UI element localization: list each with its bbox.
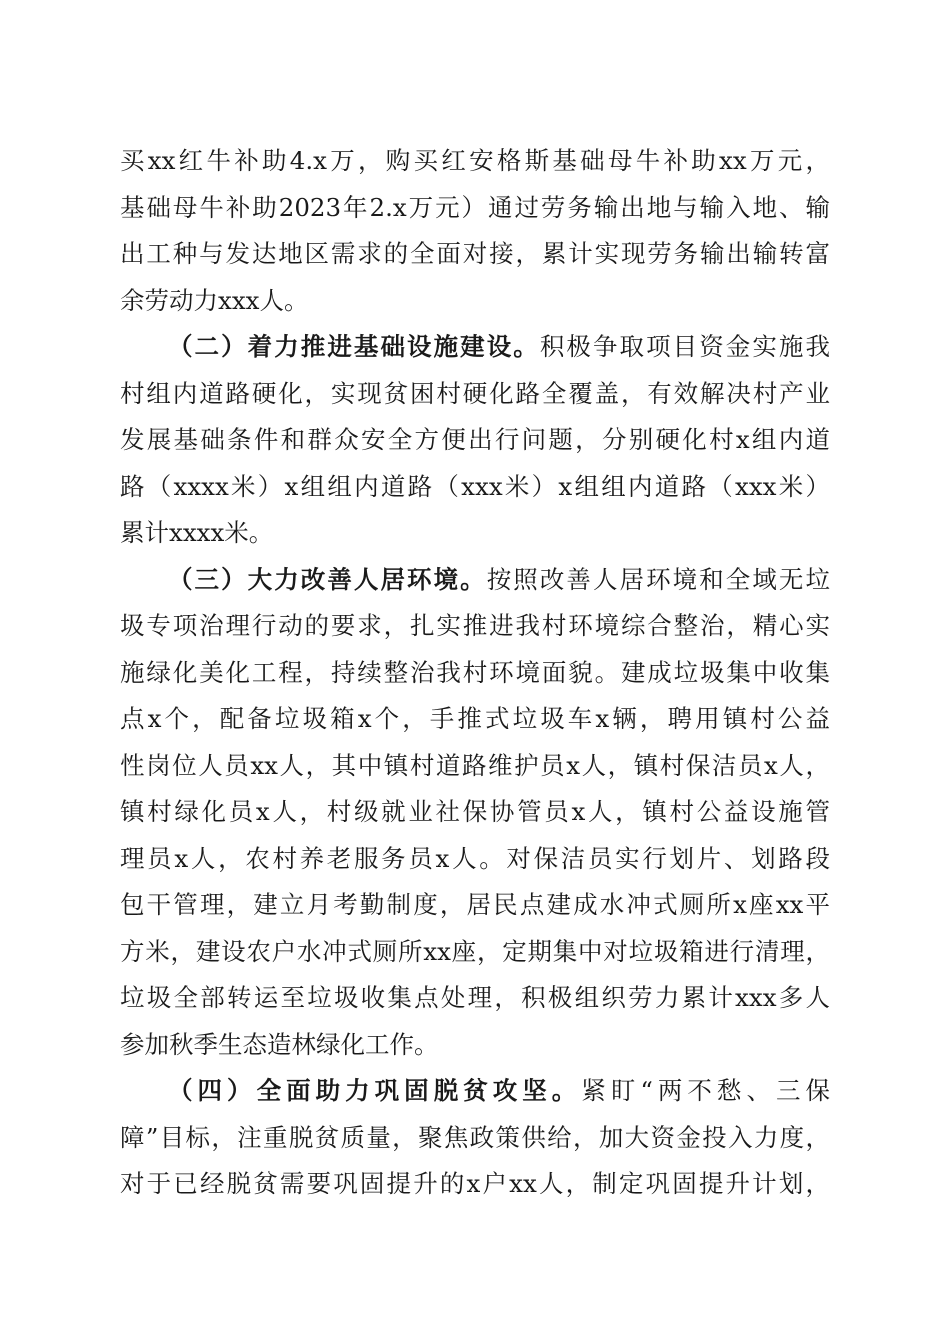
text-line: 障”目标，注重脱贫质量，聚焦政策供给，加大资金投入力度， xyxy=(120,1122,830,1152)
text-line-first xyxy=(120,557,830,604)
text-line: 圾专项治理行动的要求，扎实推进我村环境综合整治，精心实 xyxy=(120,611,830,640)
text-line: 买xx红牛补助4.x万，购买红安格斯基础母牛补助xx万元， xyxy=(120,146,830,175)
text-line: 路（xxxx米）x组组内道路（xxx米）x组组内道路（xxx米） xyxy=(120,471,830,501)
text-line: 出工种与发达地区需求的全面对接，累计实现劳务输出输转富 xyxy=(120,239,830,268)
text-line: 发展基础条件和群众安全方便出行问题，分别硬化村x组内道 xyxy=(120,425,830,454)
text-line-first xyxy=(120,1068,830,1115)
paragraph-infrastructure xyxy=(120,324,830,557)
section-heading: （二）着力推进基础设施建设。 xyxy=(168,332,540,361)
text-line: 对于已经脱贫需要巩固提升的x户xx人，制定巩固提升计划， xyxy=(120,1169,830,1198)
text-line: 理员x人，农村养老服务员x人。对保洁员实行划片、划路段 xyxy=(120,843,830,873)
text-line-first xyxy=(120,324,830,371)
text-line: 垃圾全部转运至垃圾收集点处理，积极组织劳力累计xxx多人 xyxy=(120,983,830,1012)
paragraph-poverty-alleviation xyxy=(120,1068,830,1208)
text-line: 参加秋季生态造林绿化工作。 xyxy=(120,1029,439,1059)
text-line: 镇村绿化员x人，村级就业社保协管员x人，镇村公益设施管 xyxy=(120,797,830,826)
text-line: 包干管理，建立月考勤制度，居民点建成水冲式厕所x座xx平 xyxy=(120,890,830,919)
text-line: 累计xxxx米。 xyxy=(120,518,274,547)
text-line: 方米，建设农户水冲式厕所xx座，定期集中对垃圾箱进行清理， xyxy=(120,936,830,966)
text-line: 点x个，配备垃圾箱x个，手推式垃圾车x辆，聘用镇村公益 xyxy=(120,704,830,733)
text-line: 施绿化美化工程，持续整治我村环境面貌。建成垃圾集中收集 xyxy=(120,657,830,687)
text-line: 基础母牛补助2023年2.x万元）通过劳务输出地与输入地、输 xyxy=(120,192,830,222)
text-run: 按照改善人居环境和全域无垃 xyxy=(486,564,830,594)
text-line: 余劳动力xxx人。 xyxy=(120,285,309,315)
section-heading: （四）全面助力巩固脱贫攻坚。 xyxy=(168,1076,582,1105)
text-line: 性岗位人员xx人，其中镇村道路维护员x人，镇村保洁员x人， xyxy=(120,750,830,780)
text-run: 积极争取项目资金实施我 xyxy=(539,332,830,361)
text-run: 紧盯“两不愁、三保 xyxy=(581,1076,830,1105)
text-line: 村组内道路硬化，实现贫困村硬化路全覆盖，有效解决村产业 xyxy=(120,378,830,408)
document-body xyxy=(120,138,830,1208)
paragraph-living-environment xyxy=(120,557,830,1069)
paragraph-labor-export xyxy=(120,138,830,324)
section-heading: （三）大力改善人居环境。 xyxy=(168,564,487,594)
